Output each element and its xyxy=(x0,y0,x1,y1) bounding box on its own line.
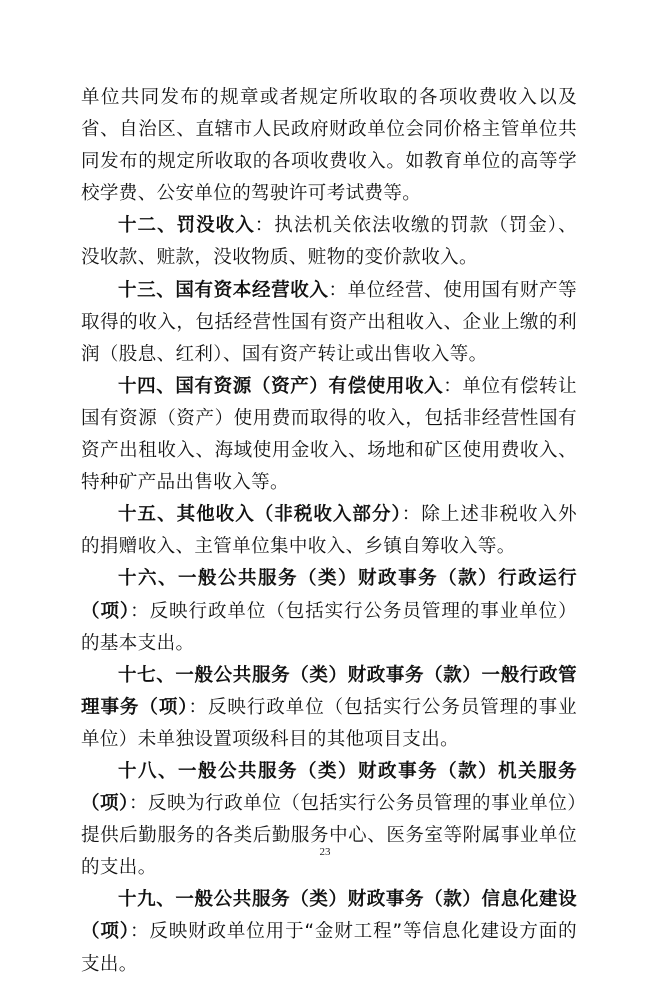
paragraph-heading: 十八、一般公共服务（类）财政事务（款）机关服务（项） xyxy=(81,760,577,815)
paragraph-heading: 十九、一般公共服务（类）财政事务（款）信息化建设（项） xyxy=(81,889,577,943)
paragraph-text: ：执法机关依法收缴的罚款（罚金）、没收款、赃款，没收物质、赃物的变价款收入。 xyxy=(81,215,577,269)
paragraph-text: ：反映为行政单位（包括实行公务员管理的事业单位）提供后勤服务的各类后勤服务中心、医务室等附属事业单位的支出。 xyxy=(81,793,577,879)
paragraph-heading: 十二、罚没收入 xyxy=(118,215,255,237)
paragraph-item-13 xyxy=(81,275,577,371)
paragraph-item-19 xyxy=(81,884,577,980)
paragraph-text: ：反映财政单位用于“金财工程”等信息化建设方面的支出。 xyxy=(81,921,578,975)
paragraph-item-12 xyxy=(81,210,577,274)
paragraph-item-17 xyxy=(81,660,577,756)
paragraph-text: ：单位经营、使用国有财产等取得的收入，包括经营性国有资产出租收入、企业上缴的利润（股息、红利）、国有资产转让或出售收入等。 xyxy=(81,279,577,365)
paragraph-item-14 xyxy=(81,371,577,499)
paragraph-text: ：反映行政单位（包括实行公务员管理的事业单位）的基本支出。 xyxy=(81,600,578,654)
paragraph-item-18 xyxy=(81,756,577,884)
paragraph-heading: 十七、一般公共服务（类）财政事务（款）一般行政管理事务（项） xyxy=(81,664,577,718)
paragraph-heading: 十六、一般公共服务（类）财政事务（款）行政运行（项） xyxy=(81,568,577,622)
page-number: 23 xyxy=(319,846,331,858)
paragraph-text: ：单位有偿转让国有资源（资产）使用费而取得的收入，包括非经营性国有资产出租收入、海域使用金收入、场地和矿区使用费收入、特种矿产品出售收入等。 xyxy=(81,375,577,494)
paragraph-text: ：反映行政单位（包括实行公务员管理的事业单位）未单独设置项级科目的其他项目支出。 xyxy=(81,696,577,750)
paragraph-item-16 xyxy=(81,563,577,659)
paragraph-heading: 十三、国有资本经营收入 xyxy=(118,279,329,301)
paragraph-item-15 xyxy=(81,499,577,563)
paragraph-heading: 十四、国有资源（资产）有偿使用收入 xyxy=(118,375,444,397)
paragraph-text: 单位共同发布的规章或者规定所收取的各项收费收入以及省、自治区、直辖市人民政府财政单位会同价格主管单位共同发布的规定所收取的各项收费收入。如教育单位的高等学校学费、公安单位的驾驶许可考试费等。 xyxy=(81,87,577,205)
paragraph-continuation xyxy=(81,82,577,210)
paragraph-text: ：除上述非税收入外的捐赠收入、主管单位集中收入、乡镇自筹收入等。 xyxy=(81,504,577,558)
paragraph-heading: 十五、其他收入（非税收入部分） xyxy=(118,504,402,526)
